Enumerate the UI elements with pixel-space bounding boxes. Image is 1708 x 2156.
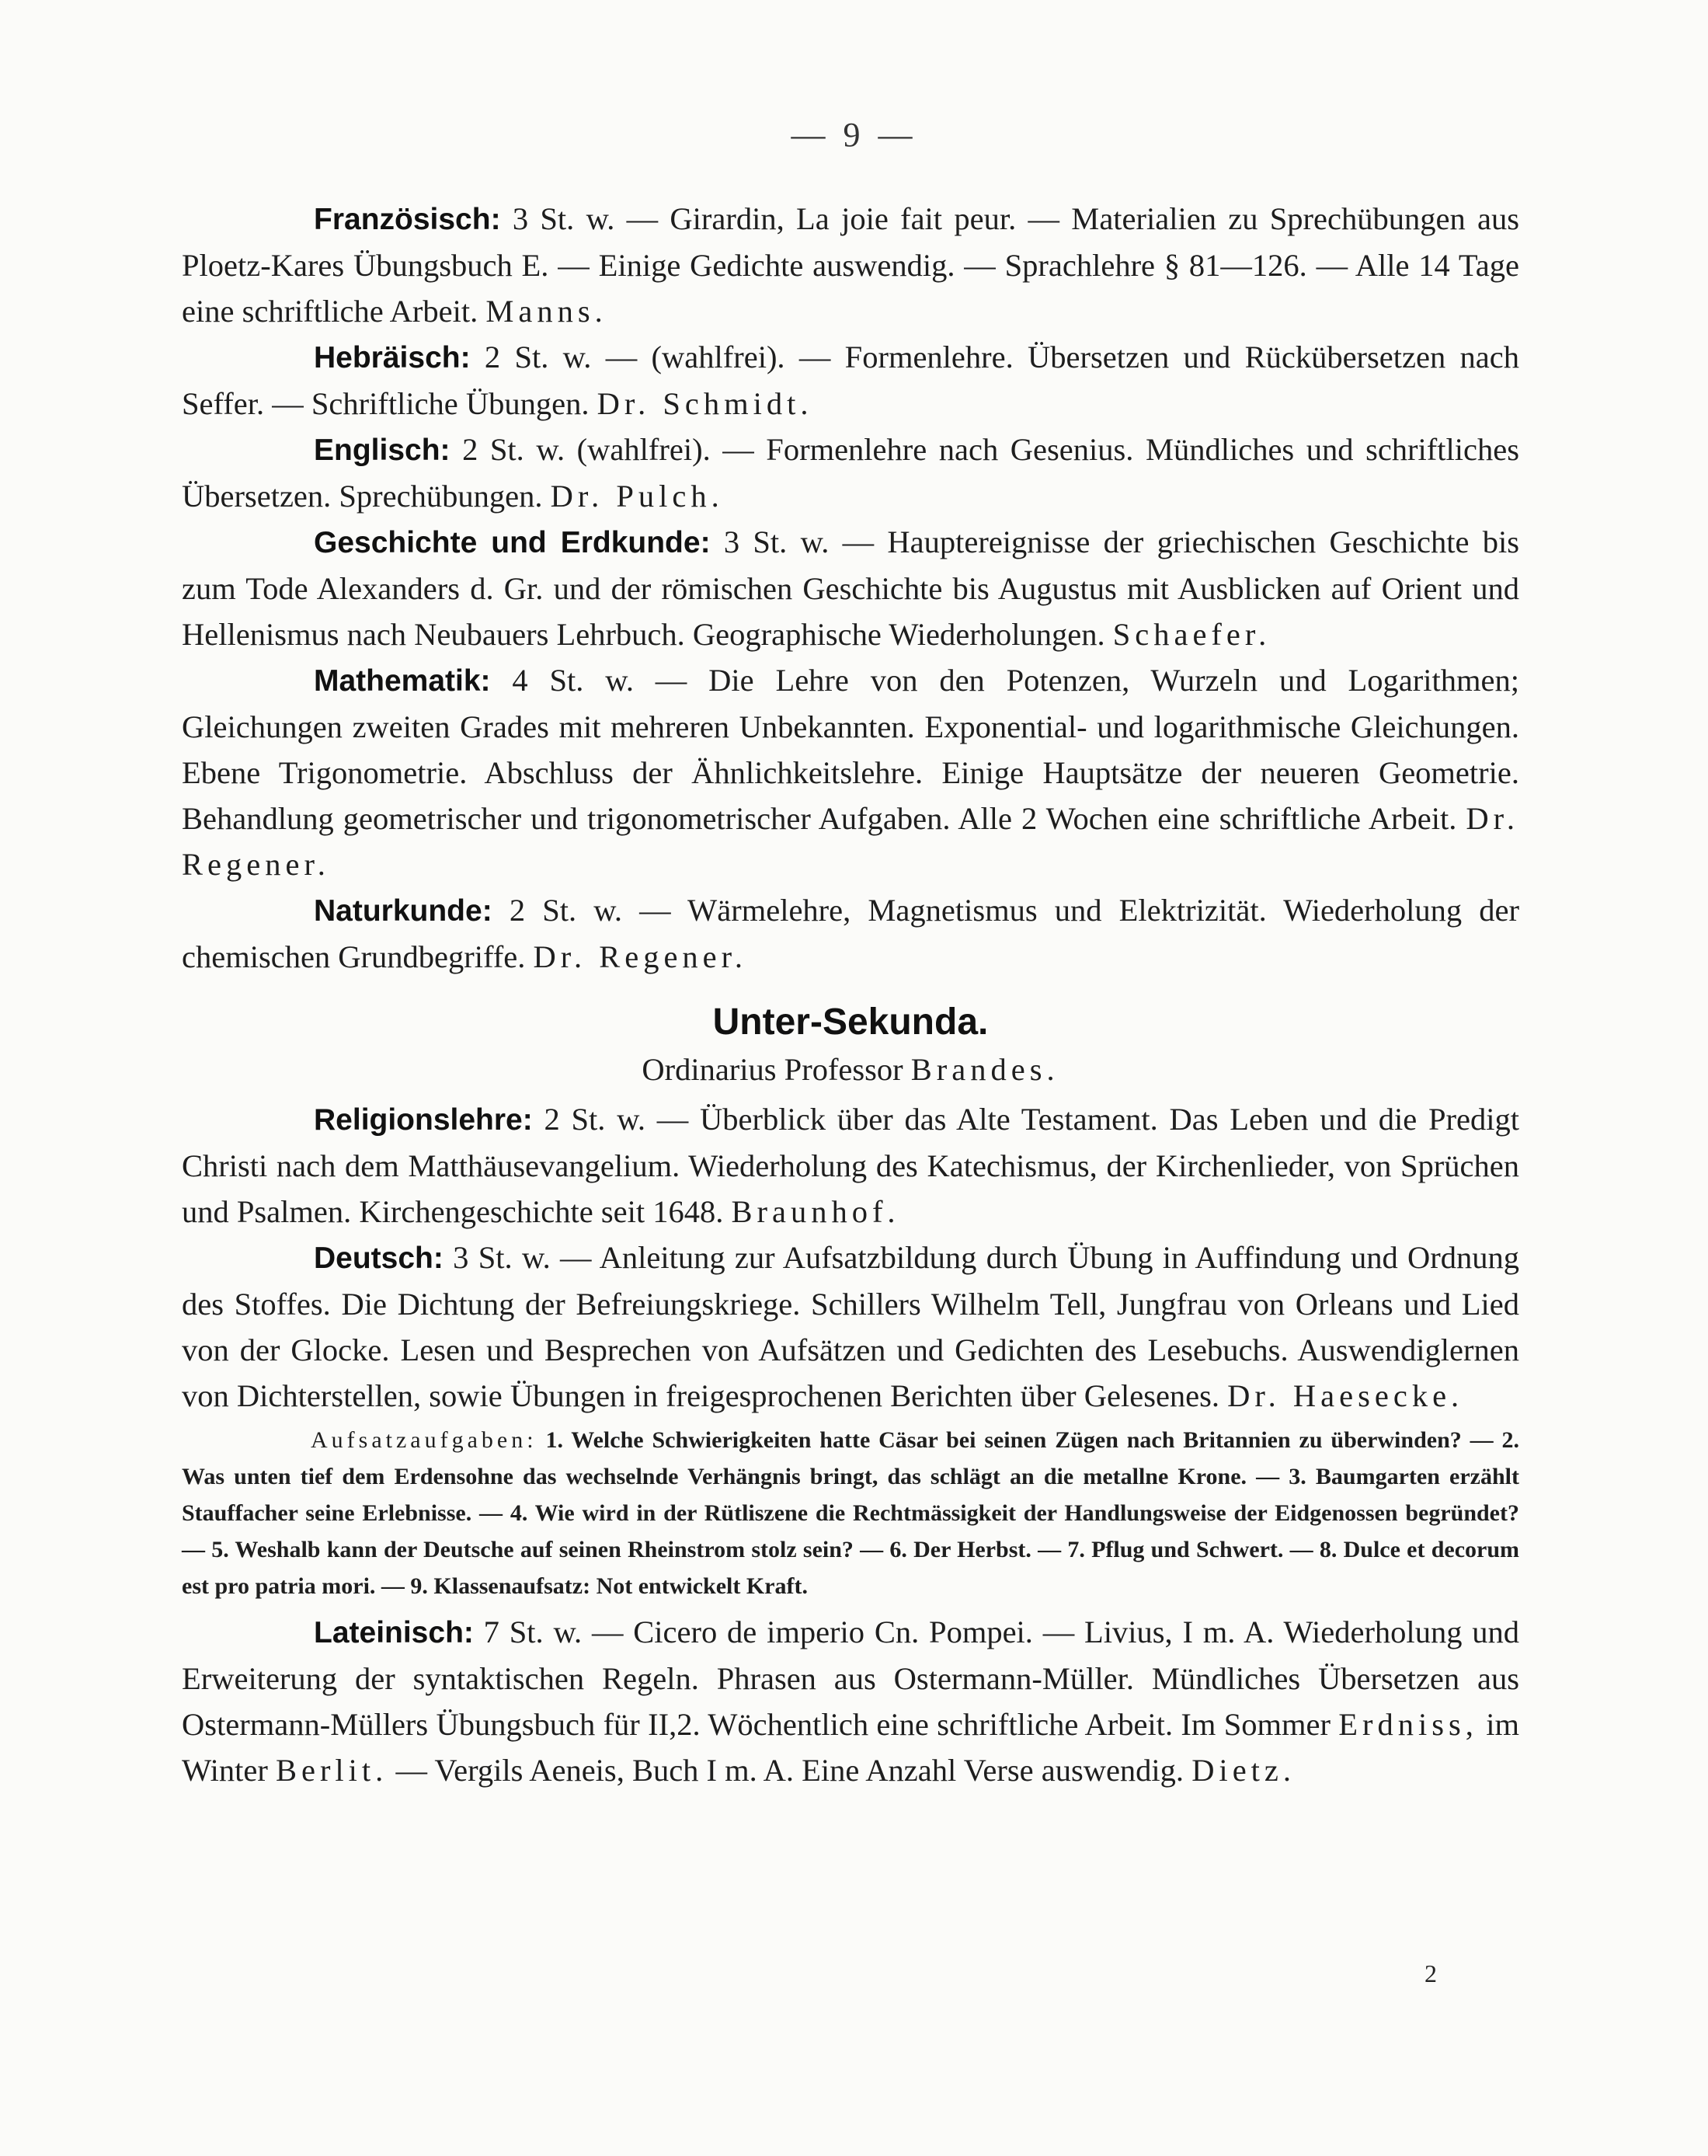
subject-heading: Französisch:: [314, 203, 501, 236]
entry-geschichte: [182, 519, 1519, 657]
teacher-name: Dr. Regener.: [533, 939, 748, 974]
entry-text: 2 St. w. (wahlfrei). — Formenlehre nach Gesenius. Mündliches und schriftliches Übersetzen. Sprechübungen.: [182, 432, 1519, 514]
entry-text: 2 St. w. — (wahlfrei). — Formenlehre. Übersetzen und Rückübersetzen nach Seffer. — Schriftliche Übungen.: [182, 340, 1519, 421]
entry-text: 4 St. w. — Die Lehre von den Potenzen, Wurzeln und Logarithmen; Gleichungen zweiten Grades mit mehreren Unbekannten. Exponential- und logarithmische Gleichungen. Ebene Trigonometrie. Abschluss der Ähnlichkeitslehre. Einige Hauptsätze der neueren Geometrie. Behandlung geometrischer und trigonometrischer Aufgaben. Alle 2 Wochen eine schriftliche Arbeit.: [182, 663, 1519, 836]
subject-heading: Geschichte und Erdkunde:: [314, 526, 711, 559]
entry-lateinisch: [182, 1609, 1519, 1793]
entry-text: 7 St. w. — Cicero de imperio Cn. Pompei. — Livius, I m. A. Wiederholung und Erweiterung der syntaktischen Regeln. Phrasen aus Ostermann-Müller. Mündliches Übersetzen aus Ostermann-Müllers Übungsbuch für II,2. Wöchentlich eine schriftliche Arbeit. Im Sommer: [182, 1614, 1519, 1742]
subject-heading: Lateinisch:: [314, 1616, 474, 1649]
entry-religionslehre: [182, 1096, 1519, 1235]
entry-text: 3 St. w. — Girardin, La joie fait peur. — Materialien zu Sprechübungen aus Ploetz-Kares Übungsbuch E. — Einige Gedichte auswendig. — Sprachlehre § 81—126. — Alle 14 Tage eine schriftliche Arbeit.: [182, 201, 1519, 329]
subject-heading: Deutsch:: [314, 1242, 444, 1275]
aufsatz-list: [182, 1422, 1519, 1604]
entry-text: 3 St. w. — Hauptereignisse der griechischen Geschichte bis zum Tode Alexanders d. Gr. und der römischen Geschichte bis Augustus mit Ausblicken auf Orient und Hellenismus nach Neubauers Lehrbuch. Geographische Wiederholungen.: [182, 524, 1519, 652]
teacher-name: Dr. Pulch.: [550, 479, 724, 514]
signature-mark: 2: [1424, 1959, 1437, 1987]
entry-naturkunde: [182, 887, 1519, 980]
ordinarius-name: Brandes.: [910, 1052, 1059, 1087]
teacher-name: Manns.: [485, 294, 607, 329]
entry-text: im Winter: [182, 1707, 1519, 1788]
teacher-name: Dietz.: [1191, 1753, 1296, 1788]
entry-mathematik: [182, 657, 1519, 887]
subject-heading: Mathematik:: [314, 664, 491, 698]
teacher-name: Erdniss,: [1338, 1707, 1478, 1742]
subject-heading: Hebräisch:: [314, 341, 471, 374]
aufsatz-label: Aufsatzaufgaben:: [311, 1427, 537, 1453]
teacher-name: Dr. Schmidt.: [597, 386, 813, 421]
entry-text: 2 St. w. — Wärmelehre, Magnetismus und Elektrizität. Wiederholung der chemischen Grundbegriffe.: [182, 893, 1519, 974]
ordinarius-prefix: Ordinarius Professor: [642, 1052, 911, 1087]
teacher-name: Schaefer.: [1112, 617, 1271, 652]
entry-text: — Vergils Aeneis, Buch I m. A. Eine Anzahl Verse auswendig.: [388, 1753, 1192, 1788]
teacher-name: Berlit.: [275, 1753, 388, 1788]
teacher-name: Braunhof.: [731, 1194, 900, 1229]
teacher-name: Dr. Regener.: [182, 801, 1519, 882]
entry-deutsch: [182, 1235, 1519, 1419]
teacher-name: Dr. Haesecke.: [1227, 1378, 1464, 1413]
ordinarius-line: [182, 1047, 1519, 1093]
entry-hebraeisch: [182, 334, 1519, 427]
page-content: [182, 196, 1519, 1793]
subject-heading: Naturkunde:: [314, 894, 492, 928]
aufsatz-text: 1. Welche Schwierigkeiten hatte Cäsar bei seinen Zügen nach Britannien zu überwinden? — 2. Was unten tief dem Erdensohne das wechselnde Verhängnis bringt, das schlägt an die metallne Krone. — 3. Baumgarten erzählt Stauffacher seine Erlebnisse. — 4. Wie wird in der Rütliszene die Rechtmässigkeit der Handlungsweise der Eidgenossen begründet? — 5. Weshalb kann der Deutsche auf seinen Rheinstrom stolz sein? — 6. Der Herbst. — 7. Pflug und Schwert. — 8. Dulce et decorum est pro patria mori. — 9. Klassenaufsatz: Not entwickelt Kraft.: [182, 1427, 1519, 1599]
page-number: — 9 —: [791, 116, 917, 154]
entry-text: 2 St. w. — Überblick über das Alte Testament. Das Leben und die Predigt Christi nach dem Matthäusevangelium. Wiederholung des Katechismus, der Kirchenlieder, von Sprüchen und Psalmen. Kirchengeschichte seit 1648.: [182, 1102, 1519, 1229]
subject-heading: Englisch:: [314, 434, 450, 467]
subject-heading: Religionslehre:: [314, 1103, 533, 1137]
entry-text: 3 St. w. — Anleitung zur Aufsatzbildung durch Übung in Auffindung und Ordnung des Stoffes. Die Dichtung der Befreiungskriege. Schillers Wilhelm Tell, Jungfrau von Orleans und Lied von der Glocke. Lesen und Besprechen von Aufsätzen und Gedichten des Lesebuchs. Auswendiglernen von Dichterstellen, sowie Übungen in freigesprochenen Berichten über Gelesenes.: [182, 1240, 1519, 1413]
section-title: Unter-Sekunda.: [712, 1001, 989, 1043]
entry-franzoesisch: [182, 196, 1519, 334]
entry-englisch: [182, 427, 1519, 519]
